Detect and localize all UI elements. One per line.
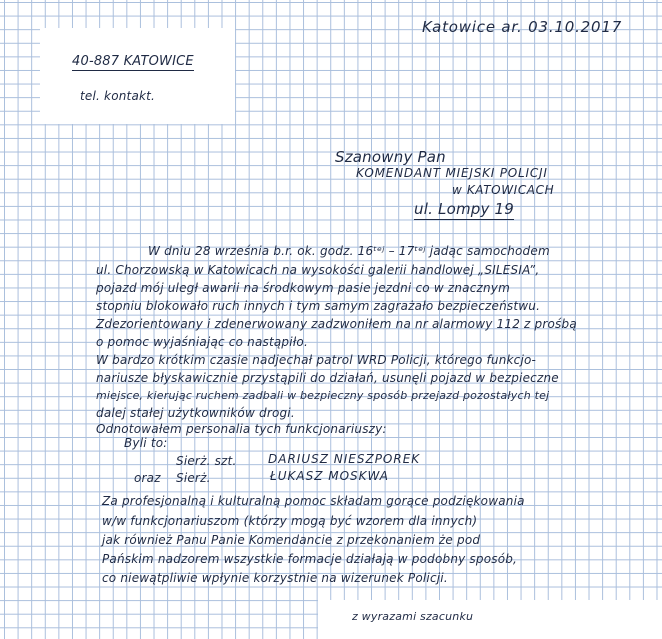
sender-postal-city: 40-887 KATOWICE xyxy=(72,54,194,69)
officer-1-name: DARIUSZ NIESZPOREK xyxy=(268,452,421,466)
officer-2-rank: Sierż. xyxy=(176,471,211,485)
body-line-6: o pomoc wyjaśniając co nastąpiło. xyxy=(96,335,308,349)
recipient-street: ul. Lompy 19 xyxy=(414,200,515,218)
recipient-title: KOMENDANT MIEJSKI POLICJI xyxy=(356,166,548,180)
closing-line-1: Za profesjonalną i kulturalną pomoc składam gorące podziękowania xyxy=(102,494,525,508)
body-line-3: pojazd mój uległ awarii na środkowym pasie jezdni co w znacznym xyxy=(96,281,510,295)
sender-contact: tel. kontakt. xyxy=(80,89,156,103)
body-line-9: miejsce, kierując ruchem zadbali w bezpieczny sposób przejazd pozostałych tej xyxy=(96,389,550,402)
body-line-5: Zdezorientowany i zdenerwowany zadzwoniłem na nr alarmowy 112 z prośbą xyxy=(96,317,577,331)
body-line-7: W bardzo krótkim czasie nadjechał patrol WRD Policji, którego funkcjo- xyxy=(96,353,537,367)
body-line-10: dalej stałej użytkowników drogi. xyxy=(96,406,295,420)
body-line-2: ul. Chorzowską w Katowicach na wysokości galerii handlowej „SILESIA”, xyxy=(96,263,540,277)
closing-line-2: w/w funkcjonariuszom (którzy mogą być wzorem dla innych) xyxy=(102,514,478,528)
signoff: z wyrazami szacunku xyxy=(352,610,474,623)
recipient-salutation: Szanowny Pan xyxy=(335,148,446,166)
closing-line-5: co niewątpliwie wpłynie korzystnie na wizerunek Policji. xyxy=(102,571,448,585)
body-line-8: nariusze błyskawicznie przystąpili do działań, usunęli pojazd w bezpieczne xyxy=(96,371,559,385)
body-line-11: Odnotowałem personalia tych funkcjonariuszy: xyxy=(96,422,387,436)
body-line-1: W dniu 28 września b.r. ok. godz. 16ᵗᵉʲ – 17ᵗᵉʲ jadąc samochodem xyxy=(148,244,550,258)
officer-1-rank: Sierż. szt. xyxy=(176,454,237,468)
officers-intro: Byli to: xyxy=(124,436,168,450)
officers-conjunction: oraz xyxy=(134,471,161,485)
body-line-4: stopniu blokowało ruch innych i tym samym zagrażało bezpieczeństwu. xyxy=(96,299,541,313)
closing-line-3: jak również Panu Panie Komendancie z przekonaniem że pod xyxy=(102,533,481,547)
closing-line-4: Pańskim nadzorem wszystkie formacje działają w podobny sposób, xyxy=(102,552,518,566)
recipient-city: w KATOWICACH xyxy=(452,183,555,197)
date-line: Katowice ar. 03.10.2017 xyxy=(422,18,623,36)
officer-2-name: ŁUKASZ MOSKWA xyxy=(270,469,390,483)
redaction-patch-sender xyxy=(40,28,235,124)
